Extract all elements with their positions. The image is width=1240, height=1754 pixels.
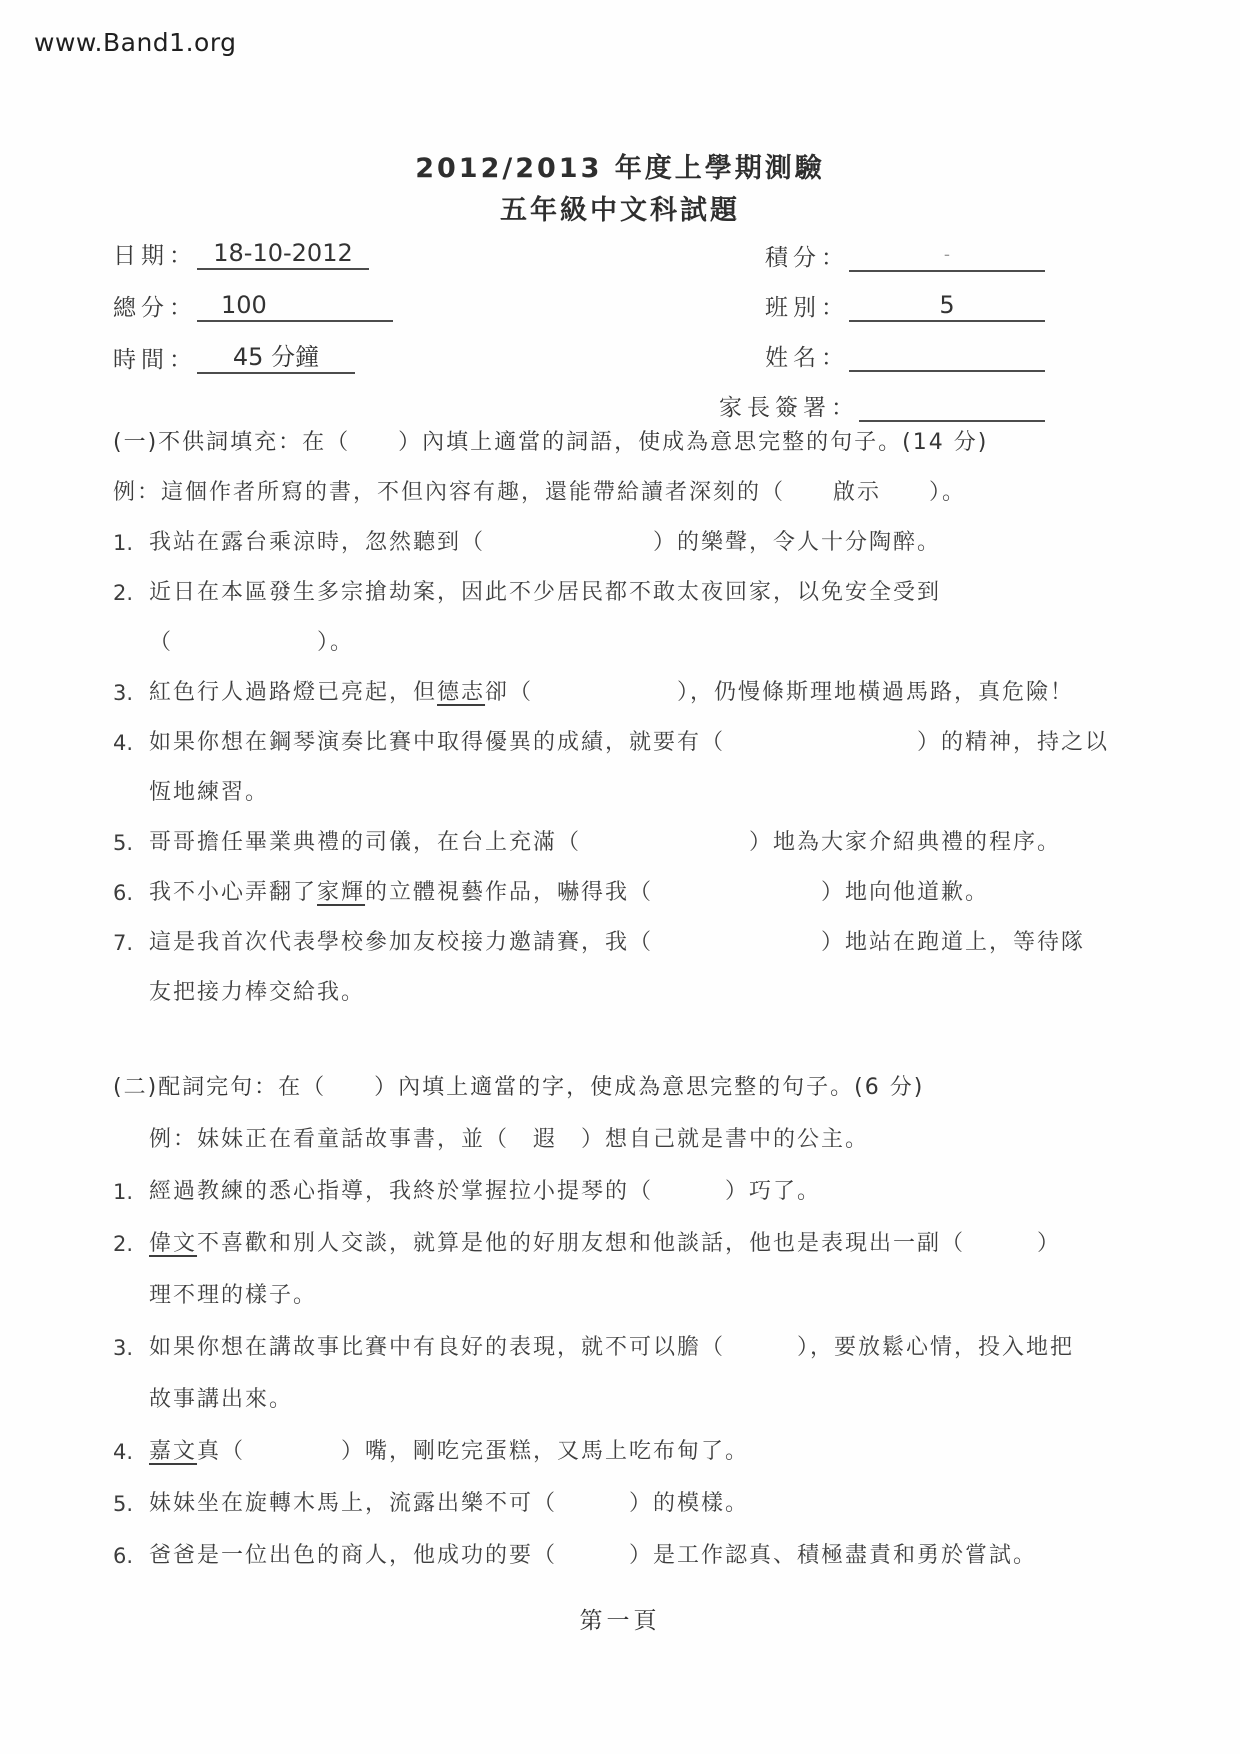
total-score-blank: 100 <box>197 290 393 322</box>
question-text: 如果你想在鋼琴演奏比賽中取得優異的成績，就要有（ ）的精神，持之以 <box>149 730 1110 755</box>
question-text: （ ）。 <box>149 630 355 655</box>
question-text: 我不小心弄翻了 <box>149 880 318 905</box>
question-text: 這是我首次代表學校參加友校接力邀請賽，我（ ）地站在跑道上，等待隊 <box>149 930 1086 955</box>
date-label: 日期： <box>113 243 197 269</box>
page-number: 第一頁 <box>579 1608 661 1634</box>
question-text: 近日在本區發生多宗搶劫案，因此不少居民都不敢太夜回家，以免安全受到 <box>149 580 942 605</box>
question-text: 卻（ ），仍慢條斯理地橫過馬路，真危險！ <box>485 680 1075 705</box>
question-number: 3. <box>113 681 134 705</box>
question-number: 4. <box>113 1440 134 1464</box>
question-text: 哥哥擔任畢業典禮的司儀，在台上充滿（ ）地為大家介紹典禮的程序。 <box>149 830 1062 855</box>
underlined-name: 偉文 <box>149 1231 198 1256</box>
s1-question-1 <box>113 518 1152 568</box>
question-text: 我站在露台乘涼時，忽然聽到（ ）的樂聲，令人十分陶醉。 <box>149 530 942 555</box>
section-1-example: 例：這個作者所寫的書，不但內容有趣，還能帶給讀者深刻的（ 啟示 ）。 <box>113 480 967 505</box>
section-1 <box>113 418 1152 1018</box>
question-number: 2. <box>113 581 134 605</box>
section-2 <box>113 1062 1152 1582</box>
s1-question-4 <box>113 718 1152 818</box>
total-score-field <box>113 270 393 322</box>
underlined-name: 嘉文 <box>149 1439 198 1464</box>
s2-question-2 <box>113 1218 1152 1322</box>
info-left-block <box>113 218 393 374</box>
score-blank: - <box>849 240 1045 272</box>
time-blank: 45 分鐘 <box>197 342 355 374</box>
s1-question-5 <box>113 818 1152 868</box>
s2-question-4 <box>113 1426 1152 1478</box>
name-label: 姓名： <box>765 345 849 371</box>
date-blank: 18-10-2012 <box>197 238 369 270</box>
question-number: 5. <box>113 1492 134 1516</box>
question-number: 5. <box>113 831 134 855</box>
name-field <box>698 322 1045 372</box>
question-text: 紅色行人過路燈已亮起，但 <box>149 680 438 705</box>
question-text: 理不理的樣子。 <box>149 1283 318 1308</box>
underlined-name: 家輝 <box>317 880 366 905</box>
s1-question-3 <box>113 668 1152 718</box>
underlined-name: 德志 <box>437 680 486 705</box>
question-text: 如果你想在講故事比賽中有良好的表現，就不可以膽（ ），要放鬆心情，投入地把 <box>149 1335 1075 1360</box>
total-score-label: 總分： <box>113 295 197 321</box>
question-number: 6. <box>113 881 134 905</box>
question-number: 6. <box>113 1544 134 1568</box>
parent-signature-label: 家長簽署： <box>719 395 859 421</box>
question-number: 4. <box>113 731 134 755</box>
s2-question-3 <box>113 1322 1152 1426</box>
name-blank <box>849 370 1045 372</box>
class-label: 班別： <box>765 295 849 321</box>
section-2-example: 例：妹妹正在看童話故事書，並（ 遐 ）想自己就是書中的公主。 <box>149 1127 870 1152</box>
question-number: 1. <box>113 531 134 555</box>
question-text: 經過教練的悉心指導，我終於掌握拉小提琴的（ ）巧了。 <box>149 1179 822 1204</box>
question-text: 友把接力棒交給我。 <box>149 980 366 1005</box>
section-1-heading: (一)不供詞填充：在（ ）內填上適當的詞語，使成為意思完整的句子。(14 分) <box>113 430 989 455</box>
s1-question-2 <box>113 568 1152 668</box>
class-field <box>698 272 1045 322</box>
question-number: 2. <box>113 1232 134 1256</box>
parent-signature-field <box>698 372 1045 422</box>
s1-question-6 <box>113 868 1152 918</box>
class-blank: 5 <box>849 290 1045 322</box>
question-text: 不喜歡和別人交談，就算是他的好朋友想和他談話，他也是表現出一副（ ） <box>197 1231 1062 1256</box>
score-field <box>698 222 1045 272</box>
info-right-block <box>698 222 1045 422</box>
question-text: 真（ ）嘴，剛吃完蛋糕，又馬上吃布甸了。 <box>197 1439 750 1464</box>
s2-question-5 <box>113 1478 1152 1530</box>
question-number: 3. <box>113 1336 134 1360</box>
exam-title-line2: 五年級中文科試題 <box>500 195 740 226</box>
time-field <box>113 322 393 374</box>
question-text: 爸爸是一位出色的商人，他成功的要（ ）是工作認真、積極盡責和勇於嘗試。 <box>149 1543 1038 1568</box>
site-watermark: www.Band1.org <box>34 28 237 57</box>
question-text: 恆地練習。 <box>149 780 270 805</box>
time-label: 時間： <box>113 347 197 373</box>
question-text: 妹妹坐在旋轉木馬上，流露出樂不可（ ）的模樣。 <box>149 1491 750 1516</box>
score-label: 積分： <box>765 245 849 271</box>
question-text: 的立體視藝作品，嚇得我（ ）地向他道歉。 <box>365 880 990 905</box>
s2-question-6 <box>113 1530 1152 1582</box>
question-number: 7. <box>113 931 134 955</box>
exam-title-line1: 2012/2013 年度上學期測驗 <box>415 153 825 184</box>
question-number: 1. <box>113 1180 134 1204</box>
section-2-heading: (二)配詞完句：在（ ）內填上適當的字，使成為意思完整的句子。(6 分) <box>113 1075 925 1100</box>
date-field <box>113 218 393 270</box>
question-text: 故事講出來。 <box>149 1387 294 1412</box>
s1-question-7 <box>113 918 1152 1018</box>
s2-question-1 <box>113 1166 1152 1218</box>
